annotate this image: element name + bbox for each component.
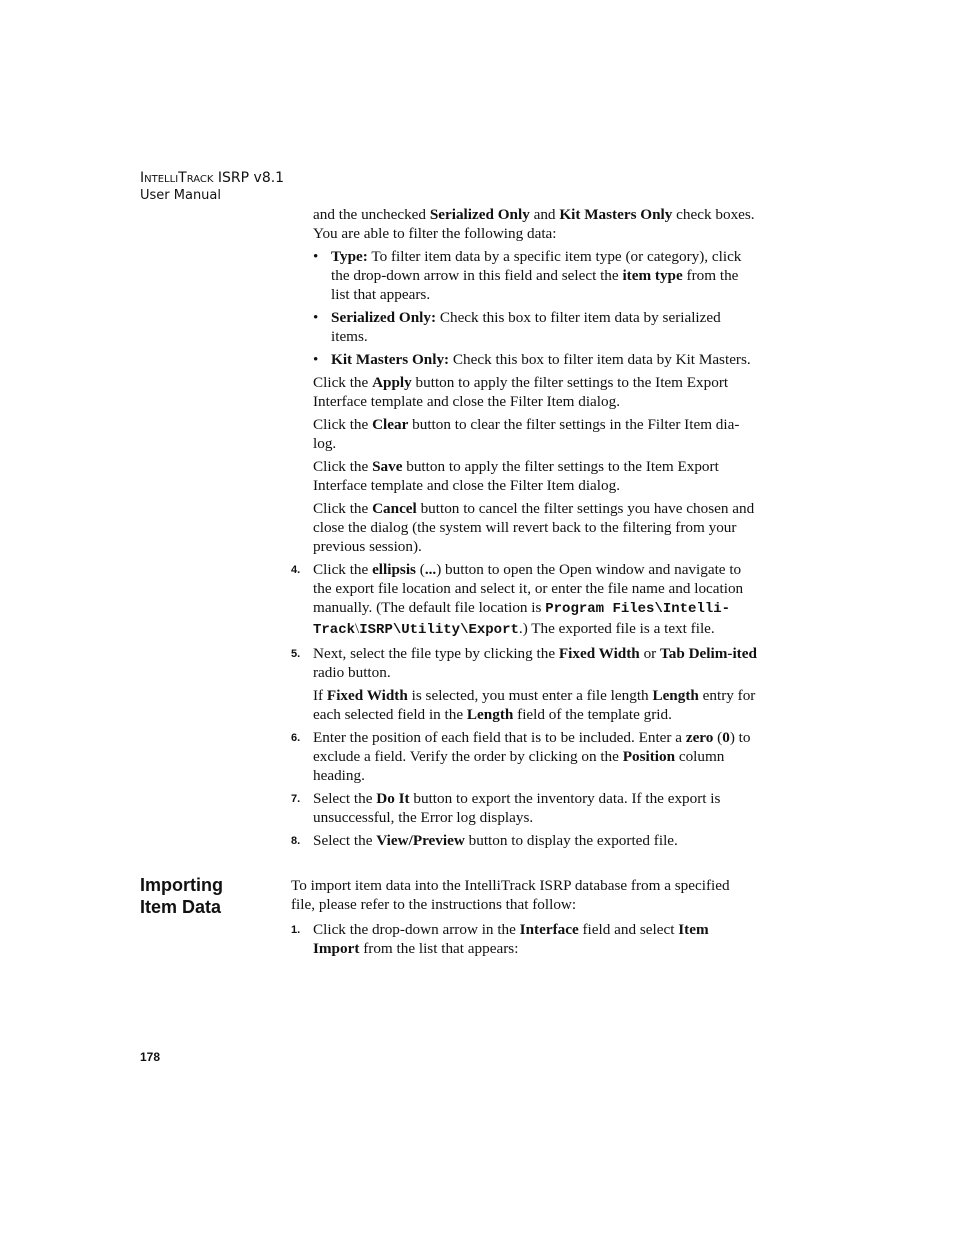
section-intro: To import item data into the IntelliTrack ISRP database from a specified file, please refer to the instructions that follow: xyxy=(291,877,730,913)
running-header-title: INTELLITRACK ISRP v8.1 xyxy=(140,170,285,186)
bullet-serialized-only: • Serialized Only: Check this box to filter item data by serialized items. xyxy=(313,309,721,345)
para-apply: Click the Apply button to apply the filter settings to the Item Export Interface template and close the Filter Item dialog. xyxy=(313,374,729,410)
section-heading: Importing Item Data xyxy=(140,875,223,917)
page-number: 178 xyxy=(140,1050,161,1064)
para-cancel: Click the Cancel button to cancel the filter settings you have chosen and close the dialog (the system will revert back to the filtering from your previous session). xyxy=(313,500,755,555)
step-7: 7. Select the Do It button to export the inventory data. If the export is unsuccessful, the Error log displays. xyxy=(291,790,721,826)
step-6: 6. Enter the position of each field that is to be included. Enter a zero (0) to exclude a field. Verify the order by clicking on the Position column heading. xyxy=(291,729,751,784)
import-step-1: 1. Click the drop-down arrow in the Interface field and select Item Import from the list that appears: xyxy=(291,921,709,957)
step-4: 4. Click the ellipsis (...) button to open the Open window and navigate to the export file location and select it, or enter the file name and location manually. (The default file location is Program Files\Intelli-Track\ISRP\Utility\Export.) The exported file is a text file. xyxy=(291,561,744,638)
para-clear: Click the Clear button to clear the filter settings in the Filter Item dia-log. xyxy=(313,416,740,452)
step-8: 8. Select the View/Preview button to display the exported file. xyxy=(291,832,678,849)
section-content xyxy=(291,876,757,962)
main-content xyxy=(291,205,759,854)
bullet-type: • Type: To filter item data by a specific item type (or category), click the drop-down arrow in this field and select the item type from the list that appears. xyxy=(313,248,742,303)
para-save: Click the Save button to apply the filter settings to the Item Export Interface template and close the Filter Item dialog. xyxy=(313,458,719,494)
intro-paragraph: and the unchecked Serialized Only and Kit Masters Only check boxes. You are able to filter the following data: xyxy=(313,206,755,242)
bullet-kit-masters-only: • Kit Masters Only: Check this box to filter item data by Kit Masters. xyxy=(313,351,751,368)
step-5: 5. Next, select the file type by clicking the Fixed Width or Tab Delim-ited radio button. xyxy=(291,645,757,681)
running-header-subtitle: User Manual xyxy=(140,188,222,203)
step-5-detail: If Fixed Width is selected, you must enter a file length Length entry for each selected field in the Length field of the template grid. xyxy=(313,687,756,723)
